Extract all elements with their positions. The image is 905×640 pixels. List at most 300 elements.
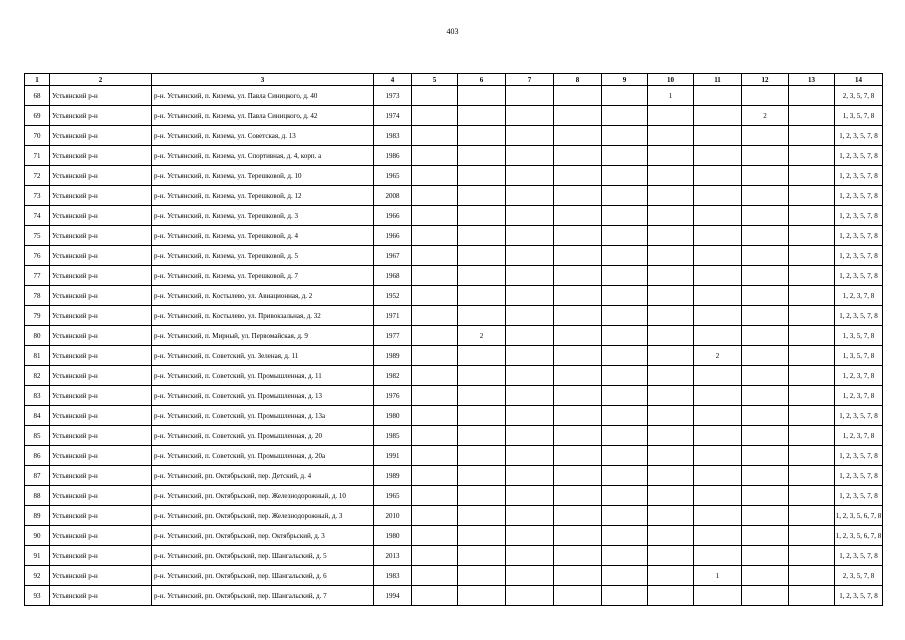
cell-col-12 [742, 226, 789, 246]
cell-col-4: 1952 [374, 286, 412, 306]
cell-col-9 [602, 386, 648, 406]
cell-col-6 [458, 366, 506, 386]
cell-col-13 [789, 406, 835, 426]
cell-col-2: Устьянский р-н [50, 86, 152, 106]
cell-col-3: р-н. Устьянский, п. Кизема, ул. Терешковой, д. 3 [152, 206, 374, 226]
cell-col-1: 88 [25, 486, 50, 506]
cell-col-3: р-н. Устьянский, рп. Октябрьский, пер. Шангальский, д. 5 [152, 546, 374, 566]
cell-col-3: р-н. Устьянский, п. Советский, ул. Промышленная, д. 13 [152, 386, 374, 406]
table-row [25, 146, 883, 166]
cell-col-9 [602, 586, 648, 606]
cell-col-12 [742, 186, 789, 206]
cell-col-13 [789, 166, 835, 186]
cell-col-6 [458, 346, 506, 366]
cell-col-10 [648, 546, 694, 566]
cell-col-3: р-н. Устьянский, п. Кизема, ул. Советская, д. 13 [152, 126, 374, 146]
cell-col-8 [554, 486, 602, 506]
cell-col-9 [602, 86, 648, 106]
cell-col-4: 1974 [374, 106, 412, 126]
cell-col-10 [648, 266, 694, 286]
cell-col-2: Устьянский р-н [50, 166, 152, 186]
column-header-7: 7 [506, 74, 554, 86]
cell-col-3: р-н. Устьянский, рп. Октябрьский, пер. Октябрьский, д. 3 [152, 526, 374, 546]
cell-col-4: 2013 [374, 546, 412, 566]
cell-col-8 [554, 166, 602, 186]
cell-col-3: р-н. Устьянский, п. Советский, ул. Промышленная, д. 13а [152, 406, 374, 426]
cell-col-13 [789, 566, 835, 586]
cell-col-7 [506, 286, 554, 306]
cell-col-10 [648, 406, 694, 426]
cell-col-5 [412, 286, 458, 306]
cell-col-4: 1989 [374, 466, 412, 486]
cell-col-3: р-н. Устьянский, рп. Октябрьский, пер. Детский, д. 4 [152, 466, 374, 486]
cell-col-12 [742, 446, 789, 466]
cell-col-9 [602, 566, 648, 586]
cell-col-5 [412, 406, 458, 426]
cell-col-12 [742, 506, 789, 526]
cell-col-1: 69 [25, 106, 50, 126]
column-header-5: 5 [412, 74, 458, 86]
cell-col-9 [602, 186, 648, 206]
cell-col-12 [742, 266, 789, 286]
cell-col-4: 1994 [374, 586, 412, 606]
cell-col-10 [648, 506, 694, 526]
cell-col-9 [602, 546, 648, 566]
cell-col-3: р-н. Устьянский, п. Кизема, ул. Терешковой, д. 5 [152, 246, 374, 266]
cell-col-10 [648, 446, 694, 466]
cell-col-2: Устьянский р-н [50, 246, 152, 266]
table-row [25, 286, 883, 306]
cell-col-4: 1966 [374, 226, 412, 246]
cell-col-1: 89 [25, 506, 50, 526]
cell-col-11 [694, 246, 742, 266]
cell-col-1: 73 [25, 186, 50, 206]
cell-col-7 [506, 506, 554, 526]
cell-col-3: р-н. Устьянский, п. Советский, ул. Зеленая, д. 11 [152, 346, 374, 366]
cell-col-6 [458, 406, 506, 426]
cell-col-3: р-н. Устьянский, п. Советский, ул. Промышленная, д. 11 [152, 366, 374, 386]
cell-col-2: Устьянский р-н [50, 366, 152, 386]
cell-col-10 [648, 186, 694, 206]
cell-col-10 [648, 206, 694, 226]
cell-col-13 [789, 86, 835, 106]
cell-col-7 [506, 326, 554, 346]
cell-col-3: р-н. Устьянский, п. Советский, ул. Промышленная, д. 20а [152, 446, 374, 466]
cell-col-14: 1, 2, 3, 5, 7, 8 [835, 166, 883, 186]
cell-col-1: 72 [25, 166, 50, 186]
cell-col-12 [742, 526, 789, 546]
cell-col-9 [602, 406, 648, 426]
cell-col-7 [506, 186, 554, 206]
table-row [25, 466, 883, 486]
cell-col-6 [458, 526, 506, 546]
cell-col-11 [694, 126, 742, 146]
cell-col-6 [458, 146, 506, 166]
cell-col-2: Устьянский р-н [50, 326, 152, 346]
cell-col-8 [554, 426, 602, 446]
cell-col-9 [602, 466, 648, 486]
cell-col-8 [554, 146, 602, 166]
cell-col-11 [694, 586, 742, 606]
cell-col-9 [602, 506, 648, 526]
cell-col-8 [554, 226, 602, 246]
cell-col-9 [602, 266, 648, 286]
cell-col-11 [694, 146, 742, 166]
cell-col-4: 1982 [374, 366, 412, 386]
table-row [25, 86, 883, 106]
cell-col-8 [554, 386, 602, 406]
cell-col-10 [648, 366, 694, 386]
cell-col-1: 85 [25, 426, 50, 446]
cell-col-13 [789, 466, 835, 486]
cell-col-6 [458, 586, 506, 606]
cell-col-8 [554, 586, 602, 606]
cell-col-14: 2, 3, 5, 7, 8 [835, 566, 883, 586]
cell-col-13 [789, 526, 835, 546]
cell-col-11: 1 [694, 566, 742, 586]
table-row [25, 506, 883, 526]
cell-col-9 [602, 146, 648, 166]
table-row [25, 566, 883, 586]
cell-col-7 [506, 226, 554, 246]
cell-col-8 [554, 506, 602, 526]
table-row [25, 526, 883, 546]
cell-col-5 [412, 206, 458, 226]
cell-col-14: 1, 2, 3, 5, 7, 8 [835, 246, 883, 266]
table-row [25, 226, 883, 246]
cell-col-5 [412, 466, 458, 486]
cell-col-13 [789, 306, 835, 326]
page-number: 403 [446, 27, 459, 36]
cell-col-5 [412, 446, 458, 466]
cell-col-9 [602, 306, 648, 326]
cell-col-10 [648, 106, 694, 126]
cell-col-9 [602, 286, 648, 306]
cell-col-5 [412, 106, 458, 126]
cell-col-8 [554, 546, 602, 566]
column-header-12: 12 [742, 74, 789, 86]
cell-col-2: Устьянский р-н [50, 406, 152, 426]
table-header-row [25, 74, 883, 86]
cell-col-14: 1, 2, 3, 5, 6, 7, 8 [835, 506, 883, 526]
cell-col-11 [694, 466, 742, 486]
cell-col-9 [602, 246, 648, 266]
cell-col-4: 1980 [374, 526, 412, 546]
cell-col-11 [694, 446, 742, 466]
cell-col-6 [458, 106, 506, 126]
cell-col-8 [554, 566, 602, 586]
cell-col-5 [412, 546, 458, 566]
cell-col-13 [789, 506, 835, 526]
cell-col-10: 1 [648, 86, 694, 106]
cell-col-7 [506, 426, 554, 446]
cell-col-3: р-н. Устьянский, п. Кизема, ул. Павла Синицкого, д. 40 [152, 86, 374, 106]
cell-col-2: Устьянский р-н [50, 446, 152, 466]
cell-col-8 [554, 446, 602, 466]
cell-col-3: р-н. Устьянский, п. Кизема, ул. Терешковой, д. 7 [152, 266, 374, 286]
cell-col-12 [742, 166, 789, 186]
cell-col-14: 1, 2, 3, 5, 7, 8 [835, 306, 883, 326]
cell-col-1: 83 [25, 386, 50, 406]
cell-col-1: 86 [25, 446, 50, 466]
cell-col-1: 82 [25, 366, 50, 386]
table-row [25, 126, 883, 146]
cell-col-12 [742, 406, 789, 426]
cell-col-11 [694, 206, 742, 226]
cell-col-9 [602, 326, 648, 346]
cell-col-4: 1965 [374, 166, 412, 186]
cell-col-11 [694, 166, 742, 186]
table-row [25, 166, 883, 186]
cell-col-14: 1, 2, 3, 5, 6, 7, 8 [835, 526, 883, 546]
cell-col-7 [506, 306, 554, 326]
cell-col-8 [554, 286, 602, 306]
column-header-8: 8 [554, 74, 602, 86]
cell-col-7 [506, 366, 554, 386]
cell-col-13 [789, 486, 835, 506]
column-header-9: 9 [602, 74, 648, 86]
cell-col-12 [742, 566, 789, 586]
cell-col-12 [742, 326, 789, 346]
cell-col-14: 1, 3, 5, 7, 8 [835, 106, 883, 126]
cell-col-8 [554, 406, 602, 426]
table-row [25, 546, 883, 566]
cell-col-10 [648, 466, 694, 486]
cell-col-13 [789, 286, 835, 306]
cell-col-12 [742, 346, 789, 366]
column-header-4: 4 [374, 74, 412, 86]
cell-col-8 [554, 326, 602, 346]
cell-col-2: Устьянский р-н [50, 286, 152, 306]
cell-col-7 [506, 126, 554, 146]
table-row [25, 406, 883, 426]
cell-col-12 [742, 586, 789, 606]
cell-col-13 [789, 186, 835, 206]
cell-col-7 [506, 526, 554, 546]
table-row [25, 186, 883, 206]
cell-col-1: 90 [25, 526, 50, 546]
cell-col-7 [506, 566, 554, 586]
cell-col-2: Устьянский р-н [50, 506, 152, 526]
cell-col-9 [602, 166, 648, 186]
cell-col-11 [694, 546, 742, 566]
cell-col-12 [742, 206, 789, 226]
cell-col-4: 1980 [374, 406, 412, 426]
cell-col-11 [694, 426, 742, 446]
cell-col-12 [742, 306, 789, 326]
cell-col-6 [458, 486, 506, 506]
table-row [25, 366, 883, 386]
cell-col-6 [458, 386, 506, 406]
cell-col-5 [412, 366, 458, 386]
cell-col-12 [742, 286, 789, 306]
cell-col-6 [458, 226, 506, 246]
cell-col-8 [554, 466, 602, 486]
cell-col-7 [506, 346, 554, 366]
column-header-14: 14 [835, 74, 883, 86]
cell-col-6 [458, 246, 506, 266]
cell-col-11 [694, 386, 742, 406]
cell-col-7 [506, 246, 554, 266]
cell-col-13 [789, 226, 835, 246]
cell-col-2: Устьянский р-н [50, 186, 152, 206]
cell-col-4: 2010 [374, 506, 412, 526]
cell-col-11 [694, 226, 742, 246]
cell-col-12 [742, 126, 789, 146]
cell-col-7 [506, 586, 554, 606]
cell-col-8 [554, 266, 602, 286]
table-row [25, 246, 883, 266]
cell-col-12 [742, 386, 789, 406]
cell-col-6 [458, 266, 506, 286]
cell-col-3: р-н. Устьянский, рп. Октябрьский, пер. Шангальский, д. 6 [152, 566, 374, 586]
cell-col-14: 1, 2, 3, 7, 8 [835, 386, 883, 406]
cell-col-1: 70 [25, 126, 50, 146]
cell-col-1: 92 [25, 566, 50, 586]
cell-col-7 [506, 86, 554, 106]
cell-col-8 [554, 246, 602, 266]
cell-col-4: 1973 [374, 86, 412, 106]
cell-col-1: 93 [25, 586, 50, 606]
cell-col-5 [412, 326, 458, 346]
cell-col-8 [554, 126, 602, 146]
cell-col-11 [694, 286, 742, 306]
cell-col-9 [602, 126, 648, 146]
cell-col-11 [694, 486, 742, 506]
table-row [25, 326, 883, 346]
cell-col-1: 80 [25, 326, 50, 346]
cell-col-9 [602, 426, 648, 446]
cell-col-7 [506, 466, 554, 486]
cell-col-4: 1991 [374, 446, 412, 466]
cell-col-5 [412, 526, 458, 546]
cell-col-4: 1989 [374, 346, 412, 366]
cell-col-6 [458, 566, 506, 586]
cell-col-10 [648, 386, 694, 406]
cell-col-10 [648, 166, 694, 186]
cell-col-5 [412, 306, 458, 326]
cell-col-9 [602, 206, 648, 226]
cell-col-3: р-н. Устьянский, рп. Октябрьский, пер. Железнодорожный, д. 10 [152, 486, 374, 506]
cell-col-5 [412, 566, 458, 586]
cell-col-6 [458, 286, 506, 306]
cell-col-2: Устьянский р-н [50, 566, 152, 586]
table-row [25, 306, 883, 326]
cell-col-4: 1983 [374, 126, 412, 146]
cell-col-10 [648, 246, 694, 266]
cell-col-14: 1, 2, 3, 5, 7, 8 [835, 206, 883, 226]
cell-col-3: р-н. Устьянский, п. Костылево, ул. Привокзальная, д. 32 [152, 306, 374, 326]
cell-col-12 [742, 86, 789, 106]
cell-col-11: 2 [694, 346, 742, 366]
cell-col-10 [648, 426, 694, 446]
cell-col-2: Устьянский р-н [50, 426, 152, 446]
cell-col-13 [789, 106, 835, 126]
cell-col-7 [506, 446, 554, 466]
cell-col-4: 2008 [374, 186, 412, 206]
cell-col-10 [648, 286, 694, 306]
cell-col-12 [742, 146, 789, 166]
cell-col-5 [412, 386, 458, 406]
column-header-2: 2 [50, 74, 152, 86]
cell-col-6 [458, 466, 506, 486]
cell-col-9 [602, 226, 648, 246]
cell-col-10 [648, 486, 694, 506]
cell-col-14: 1, 2, 3, 5, 7, 8 [835, 126, 883, 146]
table-row [25, 386, 883, 406]
cell-col-11 [694, 326, 742, 346]
cell-col-12: 2 [742, 106, 789, 126]
cell-col-4: 1968 [374, 266, 412, 286]
cell-col-3: р-н. Устьянский, п. Кизема, ул. Спортивная, д. 4, корп. а [152, 146, 374, 166]
cell-col-2: Устьянский р-н [50, 126, 152, 146]
cell-col-11 [694, 186, 742, 206]
cell-col-2: Устьянский р-н [50, 206, 152, 226]
cell-col-14: 1, 2, 3, 5, 7, 8 [835, 406, 883, 426]
cell-col-12 [742, 246, 789, 266]
cell-col-5 [412, 146, 458, 166]
cell-col-8 [554, 306, 602, 326]
cell-col-2: Устьянский р-н [50, 306, 152, 326]
cell-col-5 [412, 246, 458, 266]
cell-col-14: 1, 2, 3, 5, 7, 8 [835, 266, 883, 286]
cell-col-5 [412, 586, 458, 606]
cell-col-5 [412, 126, 458, 146]
cell-col-1: 76 [25, 246, 50, 266]
cell-col-6 [458, 446, 506, 466]
cell-col-2: Устьянский р-н [50, 586, 152, 606]
table-body [25, 86, 883, 606]
cell-col-8 [554, 526, 602, 546]
cell-col-2: Устьянский р-н [50, 386, 152, 406]
table-row [25, 486, 883, 506]
cell-col-3: р-н. Устьянский, п. Мирный, ул. Первомайская, д. 9 [152, 326, 374, 346]
cell-col-3: р-н. Устьянский, п. Советский, ул. Промышленная, д. 20 [152, 426, 374, 446]
cell-col-8 [554, 186, 602, 206]
cell-col-2: Устьянский р-н [50, 266, 152, 286]
cell-col-9 [602, 446, 648, 466]
cell-col-7 [506, 386, 554, 406]
cell-col-8 [554, 366, 602, 386]
cell-col-10 [648, 326, 694, 346]
cell-col-1: 68 [25, 86, 50, 106]
cell-col-5 [412, 186, 458, 206]
cell-col-4: 1966 [374, 206, 412, 226]
cell-col-1: 78 [25, 286, 50, 306]
cell-col-1: 71 [25, 146, 50, 166]
cell-col-3: р-н. Устьянский, п. Кизема, ул. Терешковой, д. 12 [152, 186, 374, 206]
cell-col-7 [506, 106, 554, 126]
cell-col-1: 87 [25, 466, 50, 486]
cell-col-13 [789, 366, 835, 386]
cell-col-1: 81 [25, 346, 50, 366]
cell-col-14: 1, 2, 3, 7, 8 [835, 286, 883, 306]
cell-col-7 [506, 266, 554, 286]
cell-col-12 [742, 366, 789, 386]
column-header-3: 3 [152, 74, 374, 86]
cell-col-6 [458, 306, 506, 326]
cell-col-2: Устьянский р-н [50, 226, 152, 246]
cell-col-10 [648, 346, 694, 366]
cell-col-9 [602, 106, 648, 126]
cell-col-6: 2 [458, 326, 506, 346]
cell-col-6 [458, 186, 506, 206]
cell-col-11 [694, 106, 742, 126]
cell-col-13 [789, 246, 835, 266]
cell-col-2: Устьянский р-н [50, 346, 152, 366]
cell-col-10 [648, 126, 694, 146]
column-header-13: 13 [789, 74, 835, 86]
